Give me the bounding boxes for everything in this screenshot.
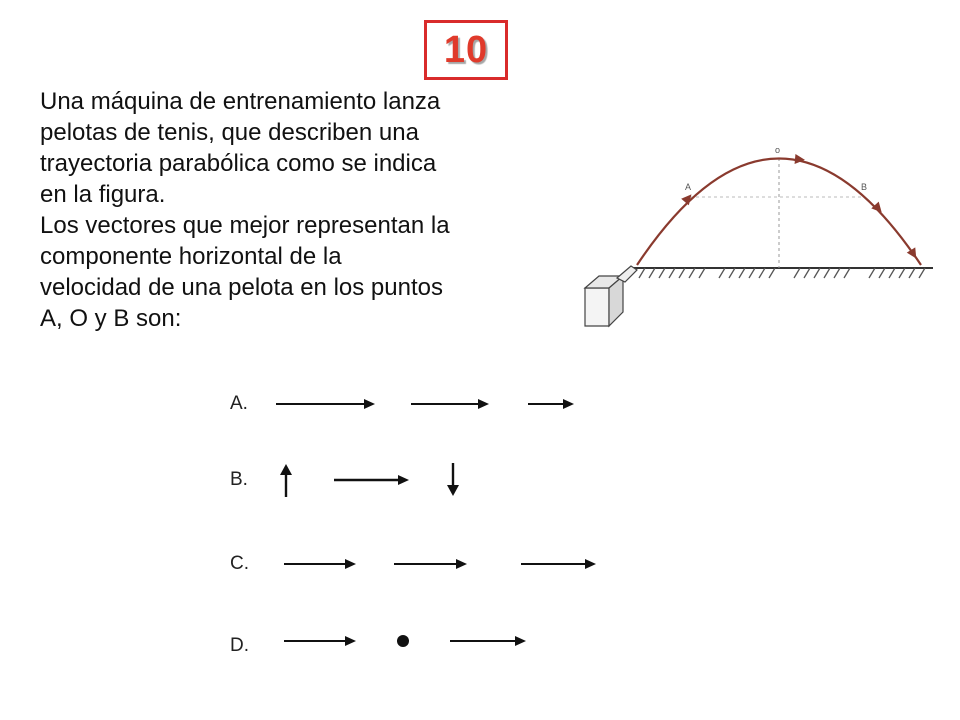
arrow-right-icon — [394, 559, 467, 569]
question-paragraph-1: Una máquina de entrenamiento lanza pelotas de tenis, que describen una trayectoria parabólica como se indica en la figura. — [40, 88, 441, 208]
arrow-down-icon — [447, 463, 459, 496]
arrow-right-icon — [450, 636, 526, 646]
option-d-label: D. — [230, 635, 249, 656]
point-label-o: o — [775, 145, 781, 155]
arrow-right-icon — [334, 475, 409, 485]
question-number-badge — [424, 20, 508, 80]
option-a-vectors — [276, 399, 574, 409]
option-vectors — [218, 385, 618, 665]
option-b-label: B. — [230, 469, 248, 490]
arrow-up-icon — [280, 464, 292, 497]
question-number: 10 — [443, 28, 489, 71]
arrow-right-icon — [284, 559, 356, 569]
trajectory-arrow-b — [871, 202, 885, 216]
dot-icon — [397, 635, 409, 647]
option-c-vectors — [284, 559, 596, 569]
arrow-right-icon — [521, 559, 596, 569]
arrow-right-icon — [276, 399, 375, 409]
arrow-right-icon — [528, 399, 574, 409]
option-c-label: C. — [230, 553, 249, 574]
arrow-right-icon — [284, 636, 356, 646]
launcher-machine — [585, 266, 637, 326]
point-label-a: A — [685, 182, 692, 192]
option-b-vectors — [280, 463, 459, 497]
arrow-right-icon — [411, 399, 489, 409]
question-paragraph-2: Los vectores que mejor representan la componente horizontal de la velocidad de una pelota en los puntos A, O y B son: — [40, 212, 450, 332]
answer-options — [218, 385, 618, 665]
trajectory-figure — [575, 140, 935, 355]
option-a-label: A. — [230, 393, 248, 414]
trajectory-arrow-o — [795, 154, 806, 165]
option-d-vectors — [284, 635, 526, 647]
trajectory-arrow-end — [907, 247, 921, 261]
ground-hatching — [639, 268, 925, 278]
point-label-b: B — [861, 182, 868, 192]
question-text — [40, 86, 540, 334]
